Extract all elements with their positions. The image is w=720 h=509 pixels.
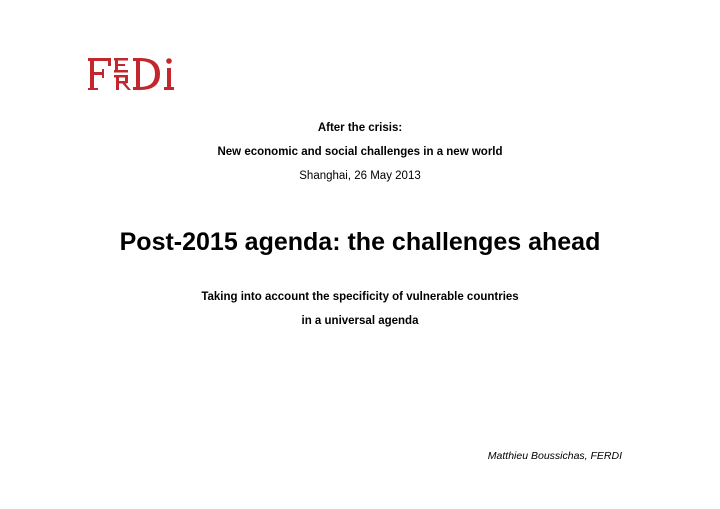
- subtitle: [0, 285, 720, 333]
- subtitle-line-2: in a universal agenda: [301, 315, 419, 327]
- event-title: After the crisis:: [317, 122, 403, 134]
- ferdi-logo-icon: [88, 50, 188, 98]
- event-info: [0, 116, 720, 188]
- event-theme: New economic and social challenges in a new world: [217, 146, 503, 158]
- author-credit: Matthieu Boussichas, FERDI: [487, 450, 622, 462]
- ferdi-logo: [88, 50, 188, 98]
- page-title: Post-2015 agenda: the challenges ahead: [119, 228, 601, 256]
- event-place-date: Shanghai, 26 May 2013: [299, 170, 421, 182]
- subtitle-line-1: Taking into account the specificity of vulnerable countries: [201, 291, 519, 303]
